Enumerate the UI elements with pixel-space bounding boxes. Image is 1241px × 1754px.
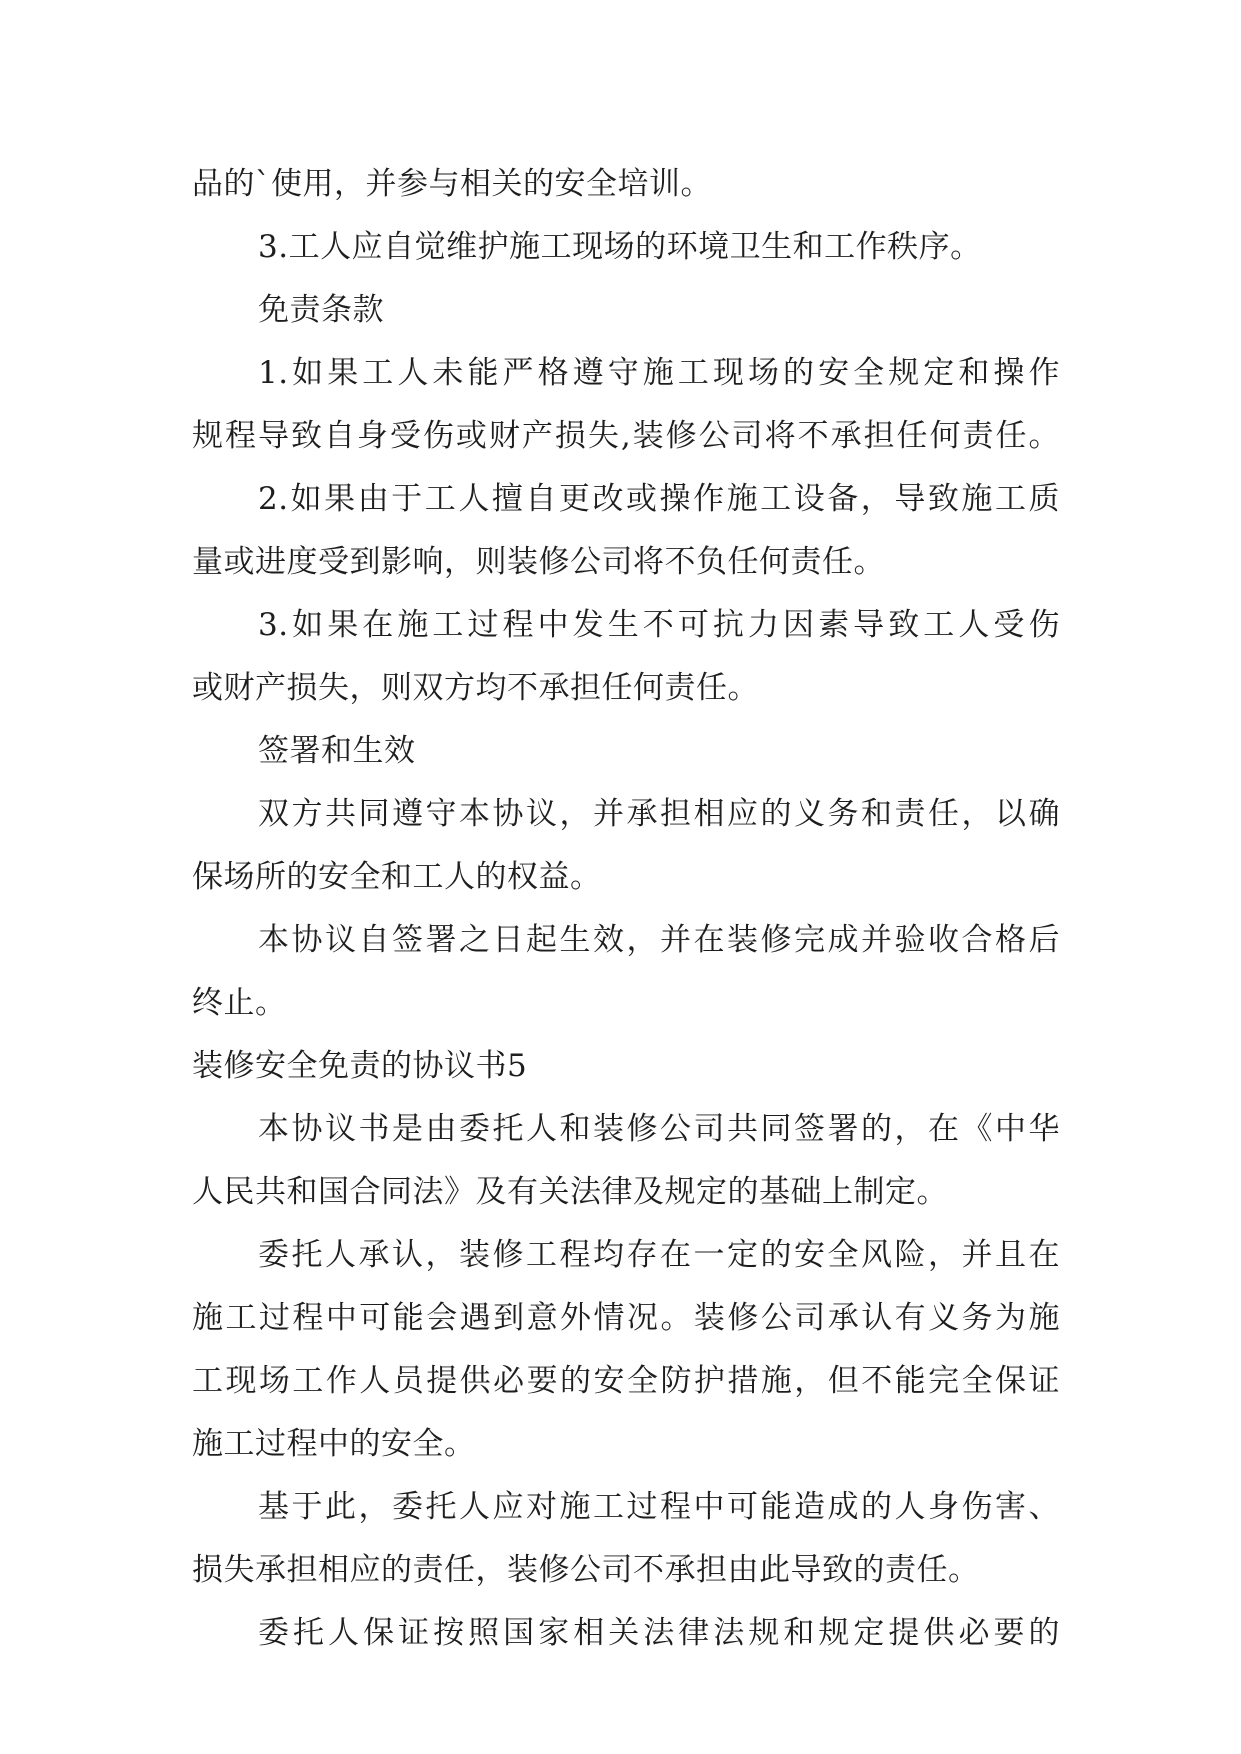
text-line: 人民共和国合同法》及有关法律及规定的基础上制定。: [192, 1174, 948, 1210]
text-line: 3.工人应自觉维护施工现场的环境卫生和工作秩序。: [258, 229, 982, 265]
text-line: 1.如果工人未能严格遵守施工现场的安全规定和操作: [258, 355, 1060, 391]
text-line: 量或进度受到影响，则装修公司将不负任何责任。: [192, 544, 885, 580]
text-line: 2.如果由于工人擅自更改或操作施工设备，导致施工质: [258, 481, 1060, 517]
text-line: 损失承担相应的责任，装修公司不承担由此导致的责任。: [192, 1552, 980, 1588]
document-title: 装修安全免责的协议书5: [192, 1048, 528, 1084]
text-line: 施工过程中可能会遇到意外情况。装修公司承认有义务为施: [192, 1300, 1060, 1336]
text-line: 双方共同遵守本协议，并承担相应的义务和责任，以确: [258, 796, 1060, 832]
text-line: 委托人保证按照国家相关法律法规和规定提供必要的: [258, 1615, 1060, 1651]
text-line: 或财产损失，则双方均不承担任何责任。: [192, 670, 759, 706]
text-line: 委托人承认，装修工程均存在一定的安全风险，并且在: [258, 1237, 1060, 1273]
text-line: 本协议自签署之日起生效，并在装修完成并验收合格后: [258, 922, 1060, 958]
section-heading: 签署和生效: [258, 733, 416, 769]
section-heading: 免责条款: [258, 292, 384, 328]
text-line: 基于此，委托人应对施工过程中可能造成的人身伤害、: [258, 1489, 1060, 1525]
text-line: 本协议书是由委托人和装修公司共同签署的，在《中华: [258, 1111, 1060, 1147]
text-line: 品的`使用，并参与相关的安全培训。: [192, 166, 712, 202]
text-line: 工现场工作人员提供必要的安全防护措施，但不能完全保证: [192, 1363, 1060, 1399]
text-line: 终止。: [192, 985, 287, 1021]
text-line: 规程导致自身受伤或财产损失,装修公司将不承担任何责任。: [192, 418, 1060, 454]
text-line: 施工过程中的安全。: [192, 1426, 476, 1462]
text-line: 保场所的安全和工人的权益。: [192, 859, 602, 895]
text-line: 3.如果在施工过程中发生不可抗力因素导致工人受伤: [258, 607, 1060, 643]
